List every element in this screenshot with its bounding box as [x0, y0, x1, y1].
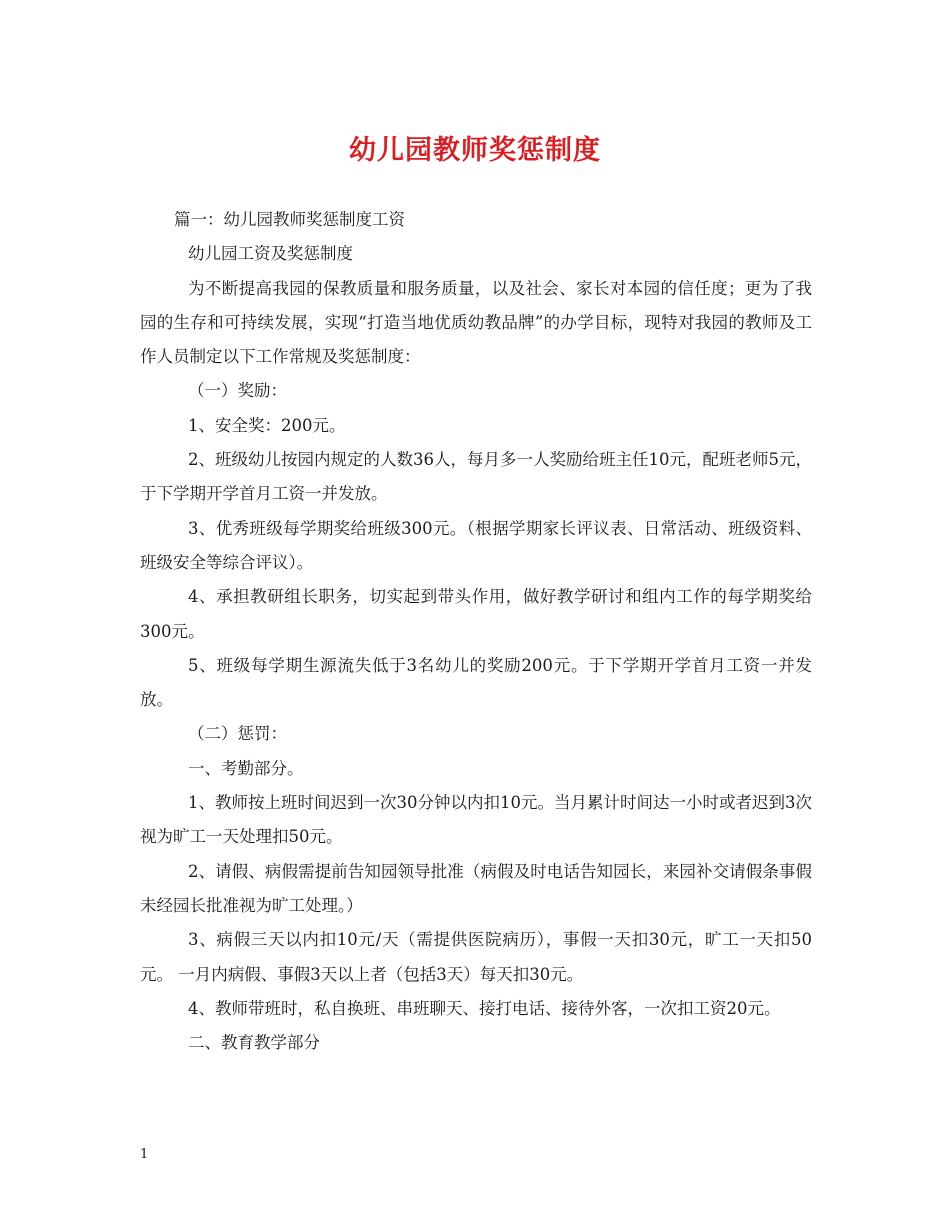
- paragraph: 3、优秀班级每学期奖给班级300元。（根据学期家长评议表、日常活动、班级资料、班级安全等综合评议）。: [140, 518, 812, 572]
- paragraph: 4、承担教研组长职务，切实起到带头作用，做好教学研讨和组内工作的每学期奖给300元。: [140, 587, 812, 641]
- paragraph: 一、考勤部分。: [188, 758, 304, 778]
- document-body: [140, 203, 812, 1060]
- paragraph: 2、班级幼儿按园内规定的人数36人，每月多一人奖励给班主任10元，配班老师5元，于下学期开学首月工资一并发放。: [140, 450, 812, 504]
- page-number: 1: [140, 1147, 149, 1162]
- paragraph: 篇一：幼儿园教师奖惩制度工资: [174, 210, 405, 229]
- paragraph: 4、教师带班时，私自换班、串班聊天、接打电话、接待外客，一次扣工资20元。: [188, 998, 781, 1018]
- document-title: 幼儿园教师奖惩制度: [349, 135, 601, 166]
- paragraph: （二）惩罚：: [188, 724, 287, 744]
- paragraph: （一）奖励：: [188, 381, 287, 401]
- paragraph: 2、请假、病假需提前告知园领导批准（病假及时电话告知园长，来园补交请假条事假未经园长批准视为旷工处理。）: [140, 861, 812, 915]
- paragraph: 幼儿园工资及奖惩制度: [188, 244, 353, 264]
- paragraph: 二、教育教学部分: [188, 1033, 320, 1053]
- paragraph: 5、班级每学期生源流失低于3名幼儿的奖励200元。于下学期开学首月工资一并发放。: [140, 655, 812, 710]
- paragraph: 3、病假三天以内扣10元/天（需提供医院病历），事假一天扣30元，旷工一天扣50元。 一月内病假、事假3天以上者（包括3天）每天扣30元。: [140, 930, 812, 984]
- paragraph: 为不断提高我园的保教质量和服务质量，以及社会、家长对本园的信任度；更为了我园的生存和可持续发展，实现“打造当地优质幼教品牌”的办学目标，现特对我园的教师及工作人员制定以下工作常规及奖惩制度：: [140, 278, 812, 367]
- paragraph: 1、教师按上班时间迟到一次30分钟以内扣10元。当月累计时间达一小时或者迟到3次视为旷工一天处理扣50元。: [140, 793, 812, 847]
- paragraph: 1、安全奖：200元。: [188, 415, 346, 435]
